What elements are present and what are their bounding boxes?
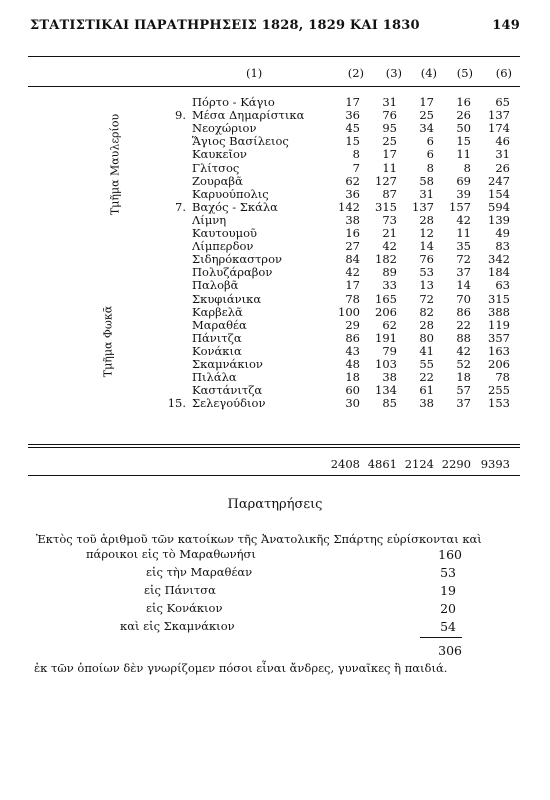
- cell-col-6: 46: [495, 134, 510, 149]
- page-number: 149: [492, 18, 520, 33]
- cell-col-4: 41: [419, 343, 434, 358]
- cell-col-3: 25: [382, 134, 397, 149]
- cell-col-6: 206: [488, 357, 510, 371]
- cell-col-4: 17: [419, 95, 434, 109]
- cell-col-4: 76: [419, 252, 434, 267]
- cell-col-5: 11: [456, 147, 471, 162]
- cell-col-4: 28: [419, 212, 434, 227]
- table-row: [0, 122, 550, 135]
- row-number: 15.: [167, 396, 186, 411]
- cell-col-6: 26: [495, 160, 510, 175]
- table-row: [0, 240, 550, 253]
- cell-col-2: 86: [345, 330, 360, 345]
- cell-col-6: 65: [495, 95, 510, 109]
- table-top-rule: [28, 56, 520, 57]
- cell-col-5: 70: [456, 291, 471, 306]
- table-row: [0, 148, 550, 161]
- cell-col-4: 72: [419, 291, 434, 306]
- table-row: [0, 384, 550, 397]
- cell-col-6: 153: [488, 396, 510, 411]
- cell-col-4: 34: [419, 121, 434, 136]
- cell-col-2: 36: [345, 108, 360, 123]
- total-col-4: 2124: [404, 457, 434, 471]
- total-col-6: 9393: [480, 457, 510, 471]
- cell-col-4: 53: [419, 265, 434, 280]
- cell-col-4: 28: [419, 317, 434, 332]
- table-row: [0, 397, 550, 410]
- cell-col-6: 255: [488, 383, 510, 398]
- place-name: Κονάκια: [192, 343, 242, 358]
- cell-col-5: 72: [456, 252, 471, 267]
- cell-col-6: 388: [488, 304, 510, 319]
- table-row: [0, 266, 550, 279]
- cell-col-3: 42: [382, 239, 397, 254]
- place-name: Πιλάλα: [192, 370, 237, 385]
- cell-col-6: 184: [488, 265, 510, 280]
- table-row: [0, 162, 550, 175]
- cell-col-3: 31: [382, 95, 397, 109]
- cell-col-6: 83: [495, 239, 510, 254]
- place-name: Γλίτσος: [192, 160, 240, 175]
- table-row: [0, 253, 550, 266]
- cell-col-6: 247: [488, 173, 510, 188]
- cell-col-4: 137: [412, 199, 434, 214]
- cell-col-6: 78: [495, 370, 510, 385]
- cell-col-3: 127: [375, 173, 397, 188]
- place-name: Νεοχώριον: [192, 121, 257, 136]
- place-name: Καστάνιτζα: [192, 383, 263, 398]
- cell-col-4: 22: [419, 370, 434, 385]
- cell-col-2: 100: [338, 304, 360, 319]
- place-name: Πόρτο - Κάγιο: [192, 95, 275, 109]
- cell-col-3: 87: [382, 186, 397, 201]
- column-header-6: (6): [495, 66, 512, 80]
- cell-col-3: 17: [382, 147, 397, 162]
- cell-col-4: 14: [419, 239, 434, 254]
- cell-col-2: 8: [352, 147, 360, 162]
- place-name: Σκυφιάνικα: [192, 291, 262, 306]
- cell-col-3: 38: [382, 370, 397, 385]
- cell-col-6: 163: [488, 343, 510, 358]
- cell-col-6: 315: [488, 291, 510, 306]
- table-row: [0, 188, 550, 201]
- cell-col-2: 38: [345, 212, 360, 227]
- table-row: [0, 306, 550, 319]
- notes-sum-rule: [420, 637, 462, 638]
- cell-col-3: 76: [382, 108, 397, 123]
- cell-col-5: 15: [456, 134, 471, 149]
- note-item-2-value: 53: [440, 565, 456, 580]
- cell-col-3: 315: [375, 199, 397, 214]
- place-name: Ζουραβᾶ: [192, 173, 243, 188]
- cell-col-2: 78: [345, 291, 360, 306]
- row-number: 7.: [175, 199, 186, 214]
- table-row: [0, 332, 550, 345]
- place-name: Σκαμνάκιον: [192, 357, 263, 371]
- note-item-5-text: καὶ εἰς Σκαμνάκιον: [120, 619, 235, 633]
- note-item-2-text: εἰς τὴν Μαραθέαν: [146, 565, 253, 579]
- cell-col-3: 191: [375, 330, 397, 345]
- cell-col-6: 594: [488, 199, 510, 214]
- column-header-1: (1): [246, 66, 263, 80]
- cell-col-4: 61: [419, 383, 434, 398]
- header-rule: [28, 86, 520, 87]
- total-col-2: 2408: [330, 457, 360, 471]
- cell-col-5: 42: [456, 343, 471, 358]
- note-item-4-text: εἰς Κονάκιον: [146, 601, 223, 615]
- cell-col-5: 37: [456, 265, 471, 280]
- note-item-3-text: εἰς Πάνιτσα: [144, 583, 216, 597]
- cell-col-5: 52: [456, 357, 471, 371]
- cell-col-3: 165: [375, 291, 397, 306]
- cell-col-5: 11: [456, 226, 471, 240]
- table-row: [0, 345, 550, 358]
- place-name: Πάνιτζα: [192, 330, 242, 345]
- cell-col-2: 60: [345, 383, 360, 398]
- cell-col-3: 89: [382, 265, 397, 280]
- notes-intro: Ἐκτὸς τοῦ ἀριθμοῦ τῶν κατοίκων τῆς Ἀνατολικῆς Σπάρτης εὑρίσκονται καὶ: [36, 532, 482, 546]
- cell-col-5: 22: [456, 317, 471, 332]
- cell-col-4: 6: [426, 147, 434, 162]
- cell-col-3: 182: [375, 252, 397, 267]
- cell-col-3: 134: [375, 383, 397, 398]
- cell-col-5: 50: [456, 121, 471, 136]
- column-header-4: (4): [420, 66, 437, 80]
- cell-col-4: 58: [419, 173, 434, 188]
- table-row: [0, 135, 550, 148]
- place-name: Καυτουμοῦ: [192, 226, 258, 240]
- cell-col-2: 7: [352, 160, 360, 175]
- note-item-1-text: πάροικοι εἰς τὸ Μαραθωνήσι: [86, 547, 256, 561]
- cell-col-5: 88: [456, 330, 471, 345]
- totals-rule-upper: [28, 444, 520, 445]
- cell-col-5: 26: [456, 108, 471, 123]
- table-row: [0, 358, 550, 371]
- place-name: Πολυζάραβον: [192, 265, 273, 280]
- place-name: Λίμνη: [192, 212, 227, 227]
- table-row: [0, 293, 550, 306]
- notes-closing: ἐκ τῶν ὁποίων δὲν γνωρίζομεν πόσοι εἶναι ἄνδρες, γυναῖκες ἢ παιδιά.: [34, 661, 448, 675]
- cell-col-3: 103: [375, 357, 397, 371]
- cell-col-2: 45: [345, 121, 360, 136]
- cell-col-2: 62: [345, 173, 360, 188]
- cell-col-4: 8: [426, 160, 434, 175]
- cell-col-6: 174: [488, 121, 510, 136]
- cell-col-2: 42: [345, 265, 360, 280]
- cell-col-2: 142: [338, 199, 360, 214]
- place-name: Σελεγούδιον: [192, 396, 266, 411]
- cell-col-2: 84: [345, 252, 360, 267]
- cell-col-5: 69: [456, 173, 471, 188]
- table-row: [0, 175, 550, 188]
- totals-rule-lower: [28, 447, 520, 448]
- cell-col-5: 39: [456, 186, 471, 201]
- table-row: [0, 96, 550, 109]
- cell-col-4: 6: [426, 134, 434, 149]
- running-head: [30, 18, 520, 33]
- place-name: Βαχός - Σκάλα: [192, 199, 278, 214]
- cell-col-5: 86: [456, 304, 471, 319]
- column-header-5: (5): [456, 66, 473, 80]
- note-item-1-value: 160: [438, 547, 462, 562]
- place-name: Ἅγιος Βασίλειος: [192, 134, 289, 149]
- cell-col-5: 8: [463, 160, 471, 175]
- table-row: [0, 214, 550, 227]
- cell-col-5: 18: [456, 370, 471, 385]
- row-number: 9.: [175, 108, 186, 123]
- notes-total: 306: [438, 643, 462, 658]
- cell-col-5: 16: [456, 95, 471, 109]
- cell-col-2: 17: [345, 95, 360, 109]
- cell-col-2: 48: [345, 357, 360, 371]
- cell-col-4: 31: [419, 186, 434, 201]
- table-row: [0, 227, 550, 240]
- cell-col-6: 139: [488, 212, 510, 227]
- cell-col-6: 49: [495, 226, 510, 240]
- group-label-foka: Τμῆμα Φωκᾶ: [101, 305, 115, 378]
- cell-col-3: 95: [382, 121, 397, 136]
- totals-bottom-rule: [28, 475, 520, 476]
- cell-col-3: 21: [382, 226, 397, 240]
- cell-col-4: 55: [419, 357, 434, 371]
- cell-col-2: 36: [345, 186, 360, 201]
- cell-col-3: 85: [382, 396, 397, 411]
- group-label-mavleriou: Τμῆμα Μαυλερίου: [108, 113, 122, 216]
- cell-col-6: 342: [488, 252, 510, 267]
- column-header-3: (3): [385, 66, 402, 80]
- cell-col-2: 27: [345, 239, 360, 254]
- cell-col-5: 37: [456, 396, 471, 411]
- cell-col-6: 31: [495, 147, 510, 162]
- cell-col-6: 137: [488, 108, 510, 123]
- note-item-4-value: 20: [440, 601, 456, 616]
- cell-col-5: 35: [456, 239, 471, 254]
- cell-col-4: 25: [419, 108, 434, 123]
- note-item-3-value: 19: [440, 583, 456, 598]
- total-col-5: 2290: [441, 457, 471, 471]
- cell-col-3: 206: [375, 304, 397, 319]
- cell-col-4: 13: [419, 278, 434, 293]
- cell-col-5: 14: [456, 278, 471, 293]
- cell-col-4: 12: [419, 226, 434, 240]
- cell-col-6: 119: [488, 317, 510, 332]
- table-row: [0, 201, 550, 214]
- cell-col-3: 62: [382, 317, 397, 332]
- place-name: Καυκεῖον: [192, 147, 247, 162]
- column-header-2: (2): [347, 66, 364, 80]
- table-row: [0, 371, 550, 384]
- cell-col-2: 16: [345, 226, 360, 240]
- cell-col-2: 15: [345, 134, 360, 149]
- running-head-title: ΣΤΑΤΙΣΤΙΚΑΙ ΠΑΡΑΤΗΡΗΣΕΙΣ 1828, 1829 ΚΑΙ 1830: [30, 18, 420, 33]
- table-row: [0, 279, 550, 292]
- cell-col-2: 18: [345, 370, 360, 385]
- cell-col-2: 30: [345, 396, 360, 411]
- cell-col-5: 57: [456, 383, 471, 398]
- cell-col-2: 29: [345, 317, 360, 332]
- table-row: [0, 319, 550, 332]
- cell-col-3: 33: [382, 278, 397, 293]
- total-col-3: 4861: [367, 457, 397, 471]
- place-name: Καρυούπολις: [192, 186, 269, 201]
- notes-title: Παρατηρήσεις: [227, 497, 323, 512]
- place-name: Μαραθέα: [192, 317, 247, 332]
- place-name: Μέσα Δημαρίστικα: [192, 108, 305, 123]
- cell-col-3: 73: [382, 212, 397, 227]
- cell-col-4: 80: [419, 330, 434, 345]
- note-item-5-value: 54: [440, 619, 456, 634]
- place-name: Σιδηρόκαστρον: [192, 252, 282, 267]
- cell-col-5: 42: [456, 212, 471, 227]
- place-name: Λίμπερδον: [192, 239, 254, 254]
- place-name: Παλοβᾶ: [192, 278, 239, 293]
- table-row: [0, 109, 550, 122]
- cell-col-6: 154: [488, 186, 510, 201]
- cell-col-2: 17: [345, 278, 360, 293]
- cell-col-2: 43: [345, 343, 360, 358]
- cell-col-3: 79: [382, 343, 397, 358]
- cell-col-4: 82: [419, 304, 434, 319]
- cell-col-3: 11: [382, 160, 397, 175]
- cell-col-5: 157: [449, 199, 471, 214]
- cell-col-6: 63: [495, 278, 510, 293]
- place-name: Καρβελᾶ: [192, 304, 243, 319]
- cell-col-6: 357: [488, 330, 510, 345]
- cell-col-4: 38: [419, 396, 434, 411]
